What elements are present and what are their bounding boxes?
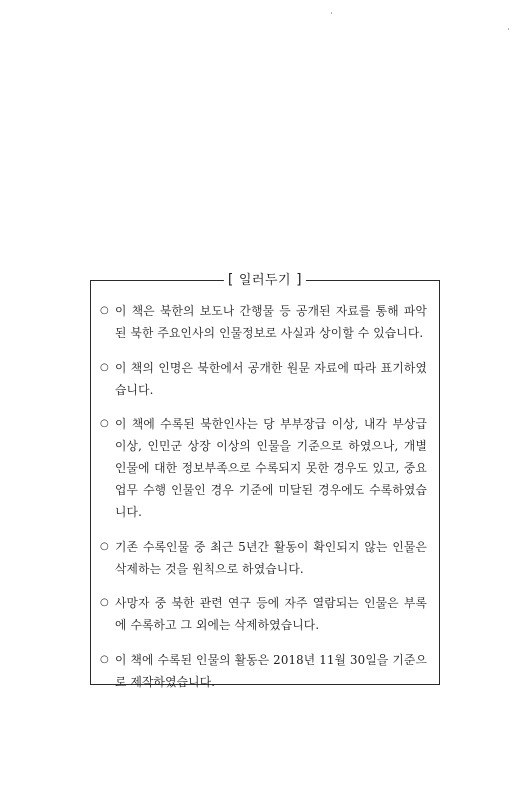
notice-item-text: 이 책에 수록된 인물의 활동은 2018년 11월 30일을 기준으로 제작하였습니다.: [115, 652, 427, 689]
scan-speck: [331, 12, 332, 14]
notice-box: [90, 272, 440, 689]
notice-item: [100, 357, 427, 401]
notice-item-text: 기존 수록인물 중 최근 5년간 활동이 확인되지 않는 인물은 삭제하는 것을 원칙으로 하였습니다.: [115, 539, 427, 576]
notice-item: [100, 536, 427, 580]
notice-title-text: 일러두기: [238, 273, 292, 288]
scan-speck: [508, 28, 509, 30]
notice-item-text: 사망자 중 북한 관련 연구 등에 자주 열람되는 인물은 부록에 수록하고 그 외에는 삭제하였습니다.: [115, 596, 427, 632]
circle-bullet-icon: ○: [100, 305, 109, 316]
notice-item-text: 이 책은 북한의 보도나 간행물 등 공개된 자료를 통해 파악된 북한 주요인사의 인물정보로 사실과 상이할 수 있습니다.: [115, 304, 427, 340]
title-bracket-open: [: [227, 272, 234, 288]
notice-item: [100, 300, 427, 344]
notice-title: [224, 271, 306, 290]
circle-bullet-icon: ○: [100, 653, 109, 665]
notice-item-text: 이 책에 수록된 북한인사는 당 부부장급 이상, 내각 부상급 이상, 인민군 상장 이상의 인물을 기준으로 하였으나, 개별 인물에 대한 정보부족으로 수록되지 못한 경우도 있고, 중요 업무 수행 인물인 경우 기준에 미달된 경우에도 수록하였습니다.: [115, 417, 427, 519]
title-bracket-close: ]: [296, 272, 303, 288]
circle-bullet-icon: ○: [100, 418, 109, 429]
circle-bullet-icon: ○: [100, 597, 109, 608]
notice-item: [100, 592, 427, 636]
notice-item: [100, 649, 427, 693]
notice-list: [100, 300, 427, 693]
notice-item: [100, 413, 427, 523]
circle-bullet-icon: ○: [100, 361, 109, 373]
circle-bullet-icon: ○: [100, 540, 109, 552]
notice-item-text: 이 책의 인명은 북한에서 공개한 원문 자료에 따라 표기하였습니다.: [115, 360, 427, 397]
